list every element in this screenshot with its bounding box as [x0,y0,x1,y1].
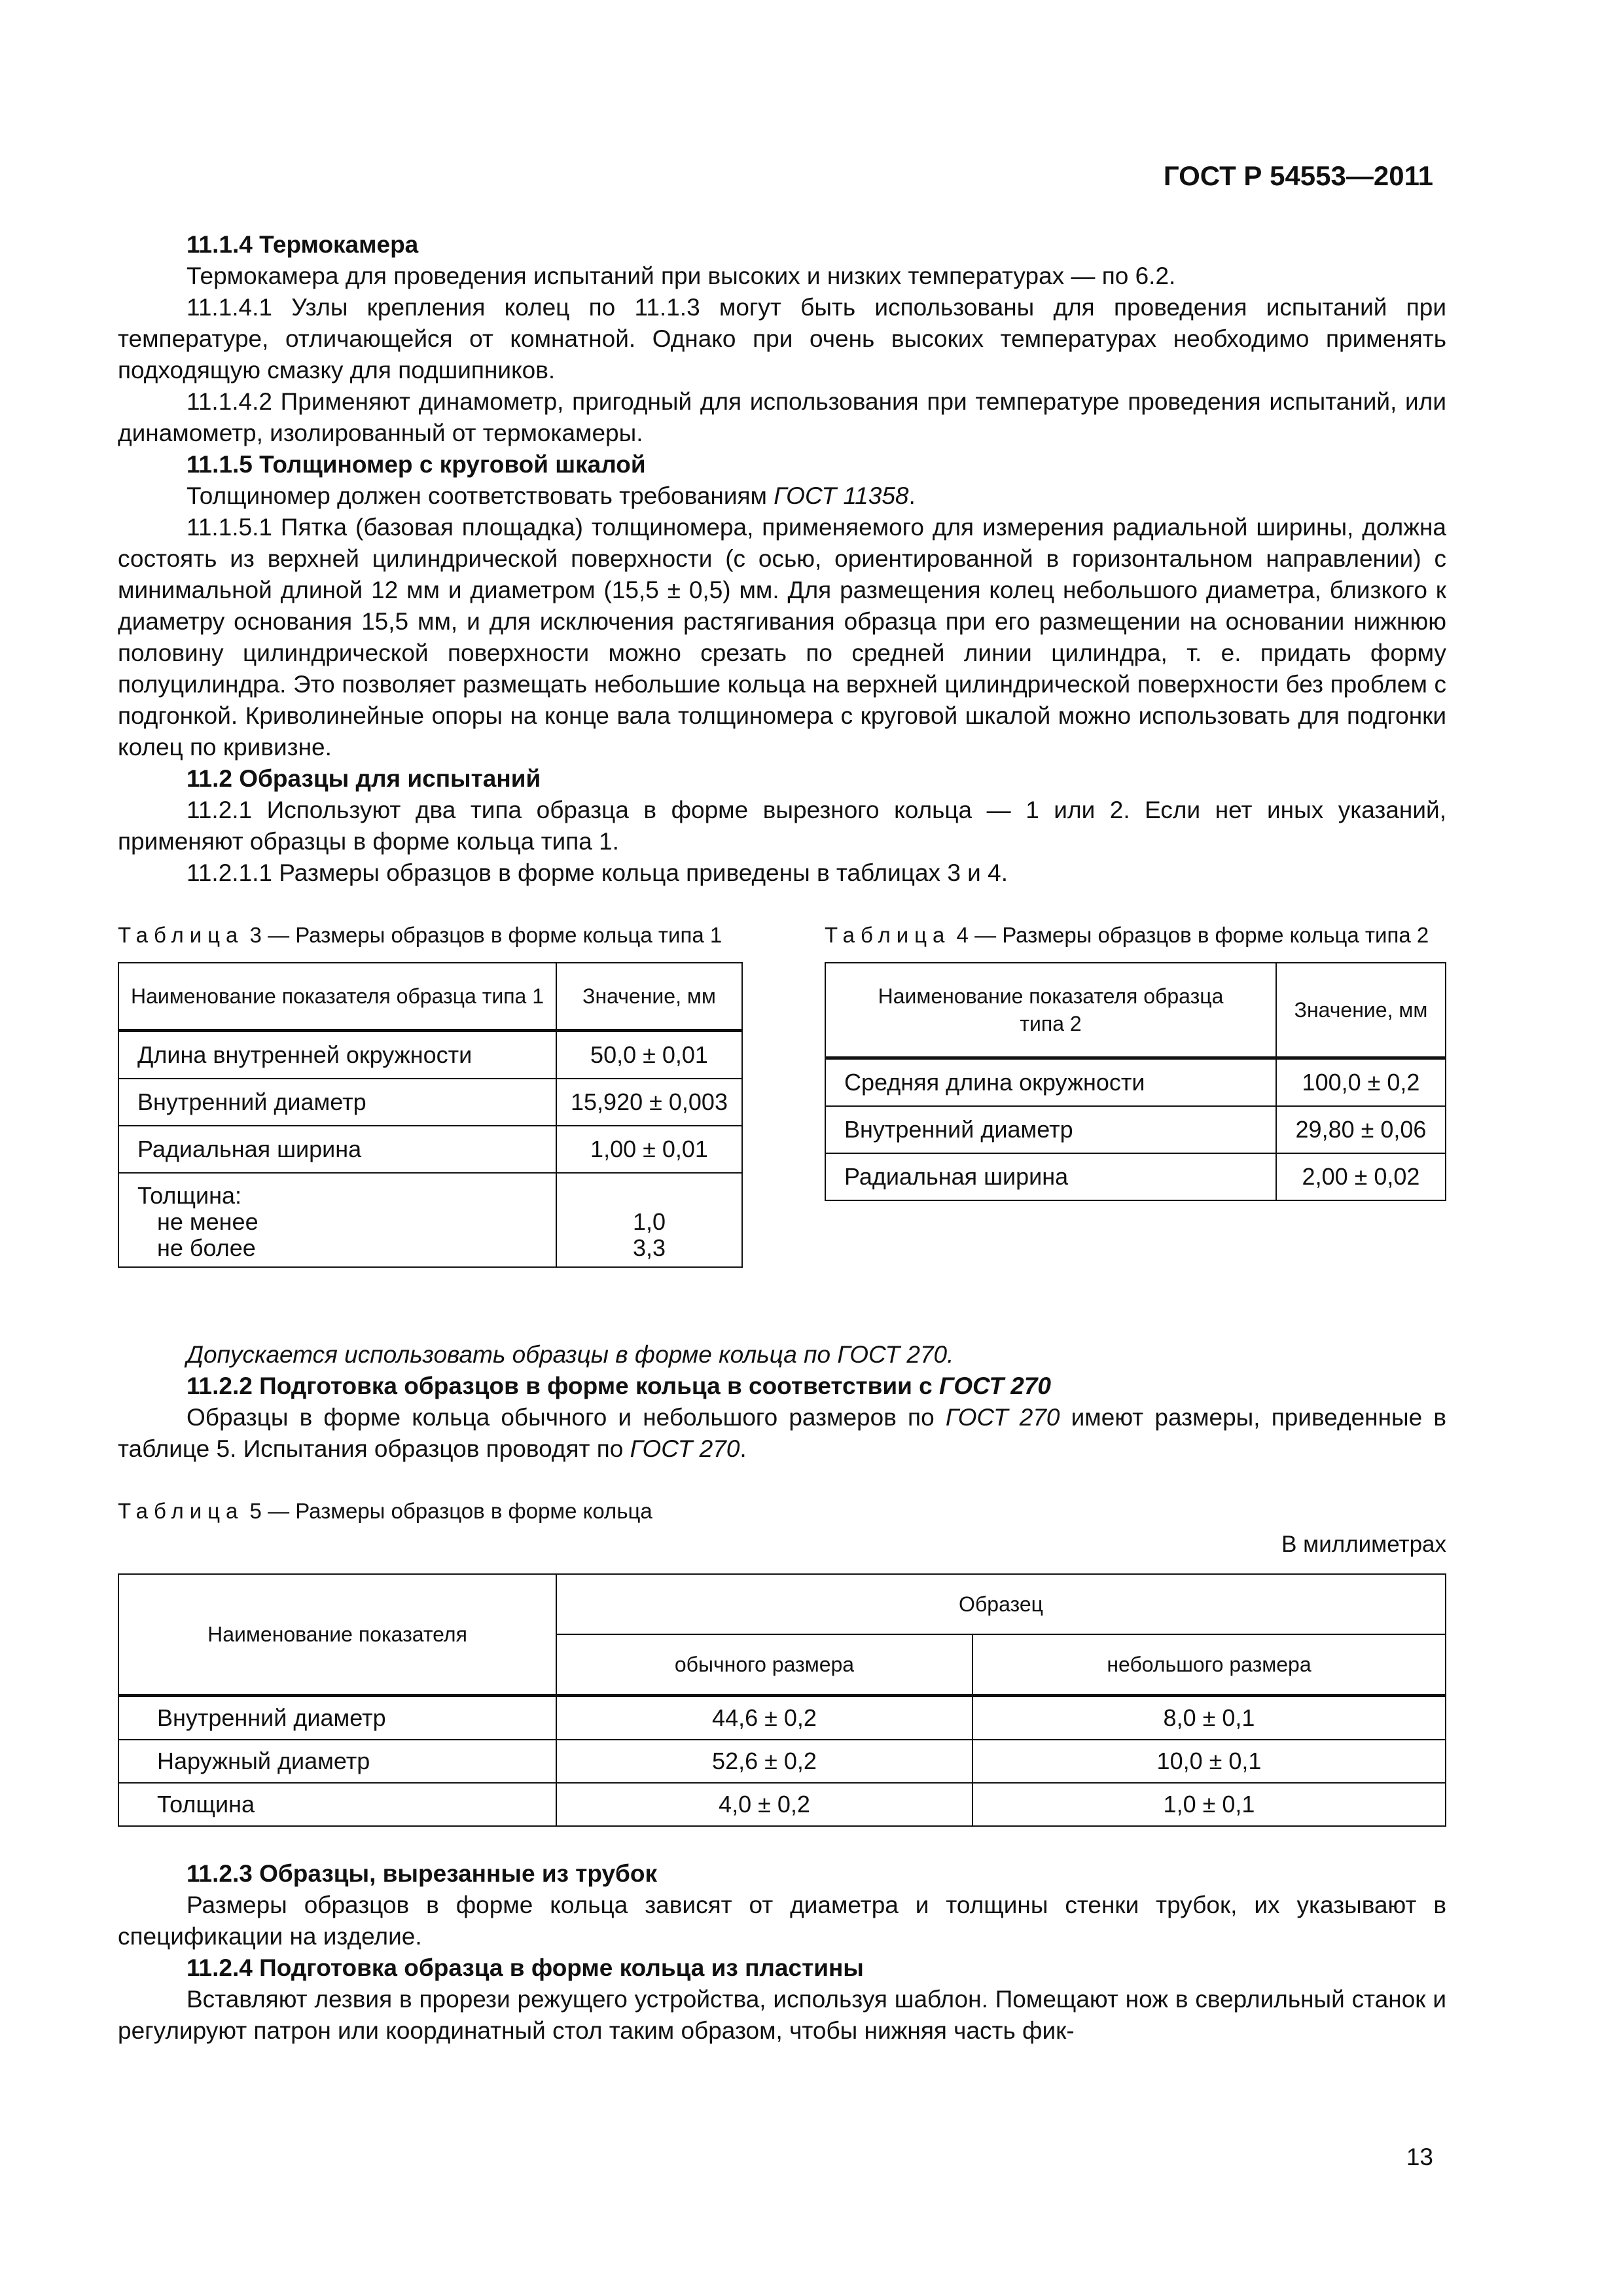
table-cell: Длина внутренней окружности [118,1031,556,1079]
table-cell: 10,0 ± 0,1 [972,1740,1446,1783]
caption-text: 3 — Размеры образцов в форме кольца типа 1 [243,923,722,947]
standard-reference: ГОСТ 270 [945,1404,1060,1431]
table-cell: Наружный диаметр [118,1740,556,1783]
spacer [118,1465,1446,1496]
table-cell: 1,0 ± 0,1 [972,1783,1446,1826]
table-cell: 100,0 ± 0,2 [1276,1058,1446,1107]
thickness-max-value: 3,3 [632,1234,666,1261]
table-3 [118,962,743,1268]
table-header-row [118,963,742,1031]
column-header: обычного размера [556,1634,972,1696]
paragraph: 11.1.4.2 Применяют динамометр, пригодный для использования при температуре проведения испытаний, или динамометр, изолированный от термокамеры. [118,388,1446,446]
column-header: Значение, мм [556,963,742,1031]
table-3-block [118,920,743,1268]
paragraph: Термокамера для проведения испытаний при высоких и низких температурах — по 6.2. [187,262,1176,289]
blank-line [561,1183,738,1209]
section-heading: 11.2 Образцы для испытаний [187,765,541,792]
table-caption [118,920,743,950]
table-cell [118,1173,556,1267]
paragraph: Размеры образцов в форме кольца зависят от диаметра и толщины стенки трубок, их указывают в спецификации на изделие. [118,1892,1446,1950]
paragraph: 11.1.5.1 Пятка (базовая площадка) толщиномера, применяемого для измерения радиальной ширины, должна состоять из верхней цилиндрической поверхности (с осью, ориентированной в горизонтальном направлении) с минимальной длиной 12 мм и диаметром (15,5 ± 0,5) мм. Для размещения колец небольшого диаметра, близкого к диаметру основания 15,5 мм, и для исключения растягивания образца при его размещении на основании нижнюю половину цилиндрической поверхности можно срезать по средней линии цилиндра, т. е. придать форму полуцилиндра. Это позволяет размещать небольшие кольца на верхней цилиндрической поверхности без проблем с подгонкой. Криволинейные опоры на конце вала толщиномера с круговой шкалой можно использовать для подгонки колец по кривизне. [118,514,1446,761]
column-header: Наименование показателя [118,1574,556,1696]
table-row [825,1058,1446,1107]
column-header: Наименование показателя образца типа 2 [825,963,1276,1058]
table-row [118,1079,742,1126]
column-group-header: Образец [556,1574,1446,1634]
thickness-min-value: 1,0 [632,1208,666,1235]
standard-code: ГОСТ Р 54553—2011 [1163,160,1433,191]
table-cell: 4,0 ± 0,2 [556,1783,972,1826]
table-row [118,1740,1446,1783]
table-cell: 29,80 ± 0,06 [1276,1106,1446,1153]
column-header: Значение, мм [1276,963,1446,1058]
thickness-min-label: не менее [157,1208,259,1235]
thickness-max-label: не более [157,1234,256,1261]
table-cell: Радиальная ширина [118,1126,556,1173]
paragraph: Вставляют лезвия в прорези режущего устройства, используя шаблон. Помещают нож в сверлильный станок и регулируют патрон или координатный стол таким образом, чтобы нижняя часть фик- [118,1986,1446,2044]
body-content [118,229,1446,2047]
section-heading: 11.2.4 Подготовка образца в форме кольца из пластины [187,1954,864,1981]
table-5 [118,1573,1446,1827]
section-heading: 11.1.4 Термокамера [187,231,419,258]
section-heading: 11.1.5 Толщиномер с круговой шкалой [187,451,646,478]
paragraph [118,1402,1446,1465]
table-row [118,1173,742,1267]
standard-reference: ГОСТ 270 [630,1435,740,1462]
table-4 [825,962,1446,1201]
section-heading [118,1371,1446,1402]
table-row [825,1106,1446,1153]
table-cell: Внутренний диаметр [118,1696,556,1740]
caption-text: 5 — Размеры образцов в форме кольца [243,1499,652,1523]
text-span: 11.2.2 Подготовка образцов в форме кольца в соответствии с [187,1372,940,1399]
table-cell: 52,6 ± 0,2 [556,1740,972,1783]
paragraph: 11.2.1.1 Размеры образцов в форме кольца приведены в таблицах 3 и 4. [187,859,1008,886]
table-cell: 50,0 ± 0,01 [556,1031,742,1079]
text-span: . [908,482,916,509]
column-header: небольшого размера [972,1634,1446,1696]
caption-word: Таблица [825,923,951,947]
table-4-block [825,920,1446,1201]
text-span: . [740,1435,747,1462]
table-cell: Внутренний диаметр [825,1106,1276,1153]
table-cell: 8,0 ± 0,1 [972,1696,1446,1740]
table-cell: 44,6 ± 0,2 [556,1696,972,1740]
caption-word: Таблица [118,1499,244,1523]
standard-reference: ГОСТ 270 [939,1372,1051,1399]
text-span: Толщиномер должен соответствовать требованиям [187,482,774,509]
table-row [118,1031,742,1079]
page-number: 13 [1406,2144,1433,2170]
note-paragraph: Допускается использовать образцы в форме кольца по ГОСТ 270. [187,1341,954,1368]
table-row [118,1783,1446,1826]
table-cell: Внутренний диаметр [118,1079,556,1126]
table-cell [556,1173,742,1267]
spacer [118,889,1446,920]
table-caption [825,920,1446,950]
paragraph: 11.2.1 Используют два типа образца в форме вырезного кольца — 1 или 2. Если нет иных указаний, применяют образцы в форме кольца типа 1. [118,797,1446,855]
paragraph [118,480,1446,512]
table-cell: 15,920 ± 0,003 [556,1079,742,1126]
tables-row [118,920,1446,1339]
thickness-label: Толщина: [137,1182,242,1209]
text-span: имеют размеры, приведенные в таблице 5. Испытания образцов проводят по [118,1404,1446,1462]
table-unit: В миллиметрах [1281,1532,1446,1557]
spacer [118,1827,1446,1858]
standard-reference: ГОСТ 11358 [774,482,909,509]
table-caption [118,1496,1446,1526]
table-cell: Средняя длина окружности [825,1058,1276,1107]
table-row [118,1696,1446,1740]
table-header-row [825,963,1446,1058]
section-heading: 11.2.3 Образцы, вырезанные из трубок [187,1860,658,1887]
caption-text: 4 — Размеры образцов в форме кольца типа 2 [950,923,1429,947]
table-cell: 1,00 ± 0,01 [556,1126,742,1173]
table-row [118,1126,742,1173]
table-row [825,1153,1446,1200]
caption-word: Таблица [118,923,244,947]
table-header-row [118,1574,1446,1634]
column-header: Наименование показателя образца типа 1 [118,963,556,1031]
table-cell: Радиальная ширина [825,1153,1276,1200]
paragraph: 11.1.4.1 Узлы крепления колец по 11.1.3 могут быть использованы для проведения испытаний при температуре, отличающейся от комнатной. Однако при очень высоких температурах необходимо применять подходящую смазку для подшипников. [118,294,1446,384]
table-cell: Толщина [118,1783,556,1826]
table-cell: 2,00 ± 0,02 [1276,1153,1446,1200]
text-span: Образцы в форме кольца обычного и небольшого размеров по [187,1404,946,1431]
